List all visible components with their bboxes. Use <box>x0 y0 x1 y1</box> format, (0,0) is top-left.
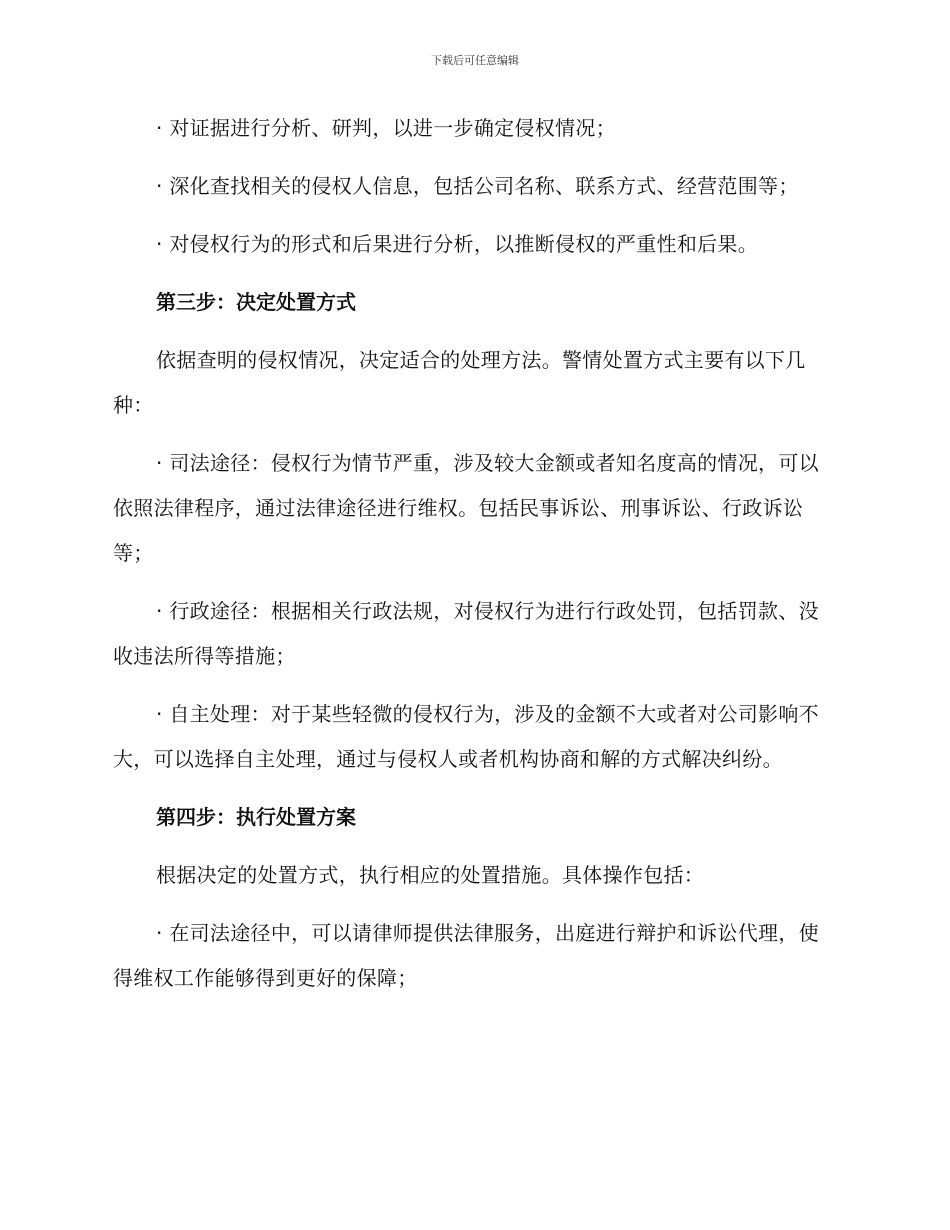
bullet-administrative-route: · 行政途径：根据相关行政法规，对侵权行为进行行政处罚，包括罚款、没收违法所得等措施； <box>113 599 819 668</box>
section-heading-step-three: 第三步：决定处置方式 <box>156 290 356 314</box>
paragraph-decide-method: 依据查明的侵权情况，决定适合的处理方法。警情处置方式主要有以下几种： <box>113 348 806 417</box>
section-heading-step-four: 第四步：执行处置方案 <box>156 805 356 829</box>
bullet-analyze-consequences: · 对侵权行为的形式和后果进行分析，以推断侵权的严重性和后果。 <box>156 232 759 256</box>
paragraph-execute-plan: 根据决定的处置方式，执行相应的处置措施。具体操作包括： <box>156 863 705 887</box>
bullet-find-infringer-info: · 深化查找相关的侵权人信息，包括公司名称、联系方式、经营范围等； <box>156 174 799 198</box>
document-body <box>113 106 833 1014</box>
page-header: 下载后可任意编辑 <box>431 54 519 67</box>
bullet-analyze-evidence: · 对证据进行分析、研判，以进一步确定侵权情况； <box>156 116 616 140</box>
bullet-self-handling: · 自主处理：对于某些轻微的侵权行为，涉及的金额不大或者对公司影响不大，可以选择自主处理，通过与侵权人或者机构协商和解的方式解决纠纷。 <box>113 702 819 771</box>
bullet-lawyer-services: · 在司法途径中，可以请律师提供法律服务，出庭进行辩护和诉讼代理，使得维权工作能够得到更好的保障； <box>113 921 819 990</box>
bullet-judicial-route: · 司法途径：侵权行为情节严重，涉及较大金额或者知名度高的情况，可以依照法律程序，通过法律途径进行维权。包括民事诉讼、刑事诉讼、行政诉讼等； <box>113 451 819 565</box>
